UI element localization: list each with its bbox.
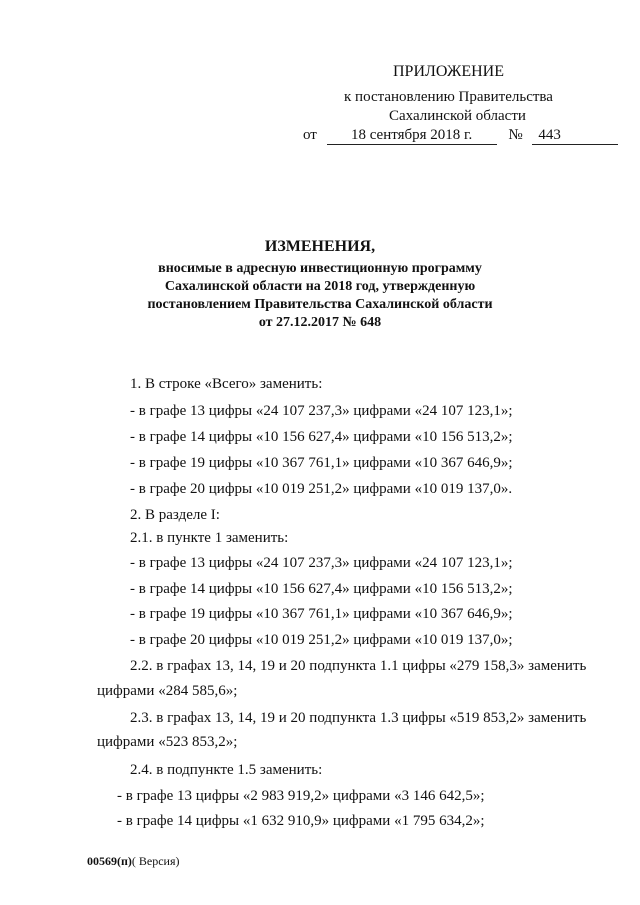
appendix-label: ПРИЛОЖЕНИЕ <box>393 63 505 80</box>
document-subtitle-4: от 27.12.2017 № 648 <box>258 315 382 330</box>
document-subtitle-3: постановлением Правительства Сахалинской области <box>147 297 493 312</box>
body-line: 2. В разделе I: <box>130 507 220 523</box>
body-line: - в графе 13 цифры «24 107 237,3» цифрами «24 107 123,1»; <box>130 403 513 419</box>
appendix-line-1: к постановлению Правительства <box>344 89 553 105</box>
document-subtitle-2: Сахалинской области на 2018 год, утвержденную <box>164 279 476 294</box>
body-line: 2.4. в подпункте 1.5 заменить: <box>130 762 323 778</box>
decree-number: 443 <box>532 127 618 145</box>
body-line: цифрами «523 853,2»; <box>97 734 238 750</box>
appendix-line-2: Сахалинской области <box>389 108 526 124</box>
body-line: 2.1. в пункте 1 заменить: <box>130 530 289 546</box>
from-prefix: от <box>303 127 317 143</box>
body-line: цифрами «284 585,6»; <box>97 683 238 699</box>
document-footer <box>87 854 180 869</box>
body-line: 2.2. в графах 13, 14, 19 и 20 подпункта 1.1 цифры «279 158,3» заменить <box>130 658 587 674</box>
body-line: - в графе 14 цифры «1 632 910,9» цифрами «1 795 634,2»; <box>117 813 485 829</box>
body-line: 1. В строке «Всего» заменить: <box>130 376 323 392</box>
body-line: - в графе 13 цифры «2 983 919,2» цифрами «3 146 642,5»; <box>117 788 485 804</box>
document-heading: ИЗМЕНЕНИЯ, <box>264 238 376 255</box>
body-line: - в графе 19 цифры «10 367 761,1» цифрами «10 367 646,9»; <box>130 606 513 622</box>
body-line: - в графе 20 цифры «10 019 251,2» цифрами «10 019 137,0». <box>130 481 513 497</box>
footer-code: 00569(п) <box>87 854 132 868</box>
body-line: - в графе 20 цифры «10 019 251,2» цифрами «10 019 137,0»; <box>130 632 513 648</box>
document-subtitle-1: вносимые в адресную инвестиционную программу <box>158 261 482 276</box>
body-line: - в графе 14 цифры «10 156 627,4» цифрами «10 156 513,2»; <box>130 581 513 597</box>
footer-version: ( Версия) <box>131 854 180 868</box>
body-line: - в графе 19 цифры «10 367 761,1» цифрами «10 367 646,9»; <box>130 455 513 471</box>
body-line: - в графе 13 цифры «24 107 237,3» цифрами «24 107 123,1»; <box>130 555 513 571</box>
number-prefix: № <box>508 127 523 143</box>
appendix-date-row <box>303 127 618 145</box>
decree-date: 18 сентября 2018 г. <box>327 127 497 145</box>
body-line: - в графе 14 цифры «10 156 627,4» цифрами «10 156 513,2»; <box>130 429 513 445</box>
body-line: 2.3. в графах 13, 14, 19 и 20 подпункта 1.3 цифры «519 853,2» заменить <box>130 710 587 726</box>
